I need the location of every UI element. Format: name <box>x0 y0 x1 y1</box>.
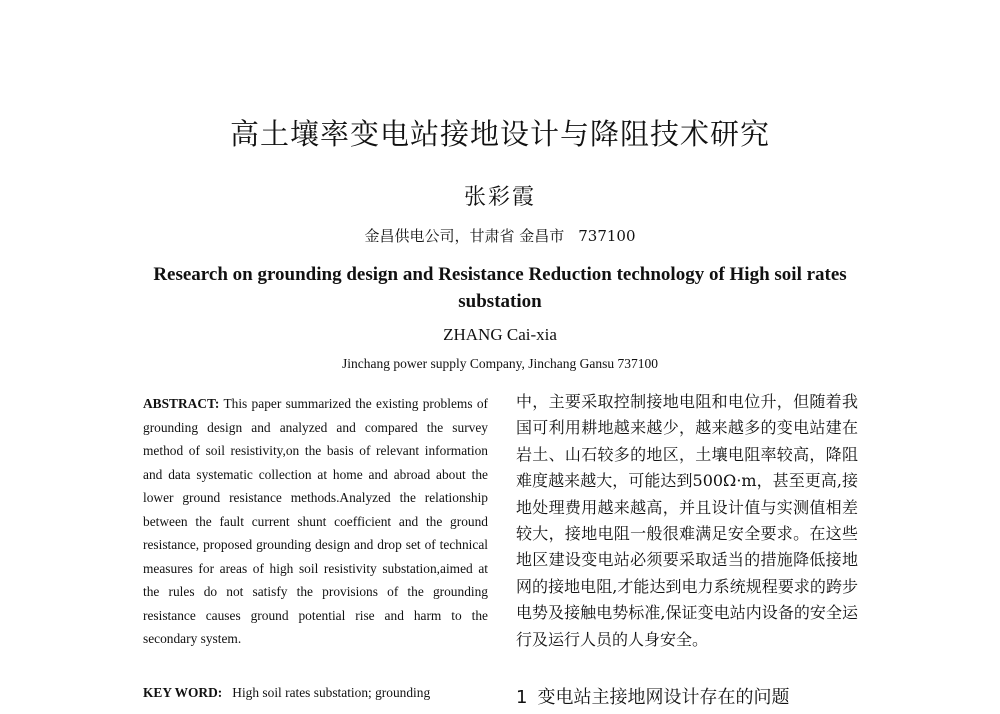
section-title: 变电站主接地网设计存在的问题 <box>537 687 790 708</box>
affiliation-chinese-zip: 737100 <box>578 227 636 245</box>
abstract-label: ABSTRACT: <box>143 396 220 411</box>
body-paragraph-chinese: 中，主要采取控制接地电阻和电位升，但随着我国可利用耕地越来越少，越来越多的变电站建在岩土、山石较多的地区，土壤电阻率较高，降阻难度越来越大，可能达到500Ω·m，甚至更高,接地处理费用越来越高，并且设计值与实测值相差较大，接地电阻一般很难满足安全要求。在这些地区建设变电站必须要采取适当的措施降低接地网的接地电阻,才能达到电力系统规程要求的跨步电势及接触电势标准,保证变电站内设备的安全运行及运行人员的人身安全。 <box>516 392 858 649</box>
affiliation-chinese-text: 金昌供电公司，甘肃省 金昌市 <box>364 227 565 245</box>
author-name-chinese: 张彩霞 <box>463 185 536 210</box>
abstract-text: This paper summarized the existing problems of grounding design and analyzed and compared the survey method of soil resistivity,on the basis of relevant information and data systematic collection at home and abroad about the lower ground resistance methods.Analyzed the relationship between the fault current shunt coefficient and the ground resistance, proposed grounding design and drop set of technical measures for areas of high soil resistivity substation,aimed at the rules do not satisfy the provisions of the grounding resistance causes ground potential rise and harm to the secondary system. <box>143 396 488 646</box>
keywords-label: KEY WORD: <box>143 685 223 700</box>
affiliation-english: Jinchang power supply Company, Jinchang Gansu 737100 <box>342 356 658 371</box>
abstract-block <box>143 392 488 651</box>
section-number: 1 <box>516 687 528 708</box>
keywords-text: High soil rates substation; grounding <box>232 685 431 700</box>
section-heading <box>516 683 876 709</box>
keywords-block <box>143 681 488 705</box>
affiliation-chinese <box>0 225 1000 246</box>
paper-title-english: Research on grounding design and Resistance Reduction technology of High soil rates substation <box>153 264 847 312</box>
author-name-english: ZHANG Cai-xia <box>443 325 557 344</box>
paper-title-chinese: 高土壤率变电站接地设计与降阻技术研究 <box>229 117 770 151</box>
